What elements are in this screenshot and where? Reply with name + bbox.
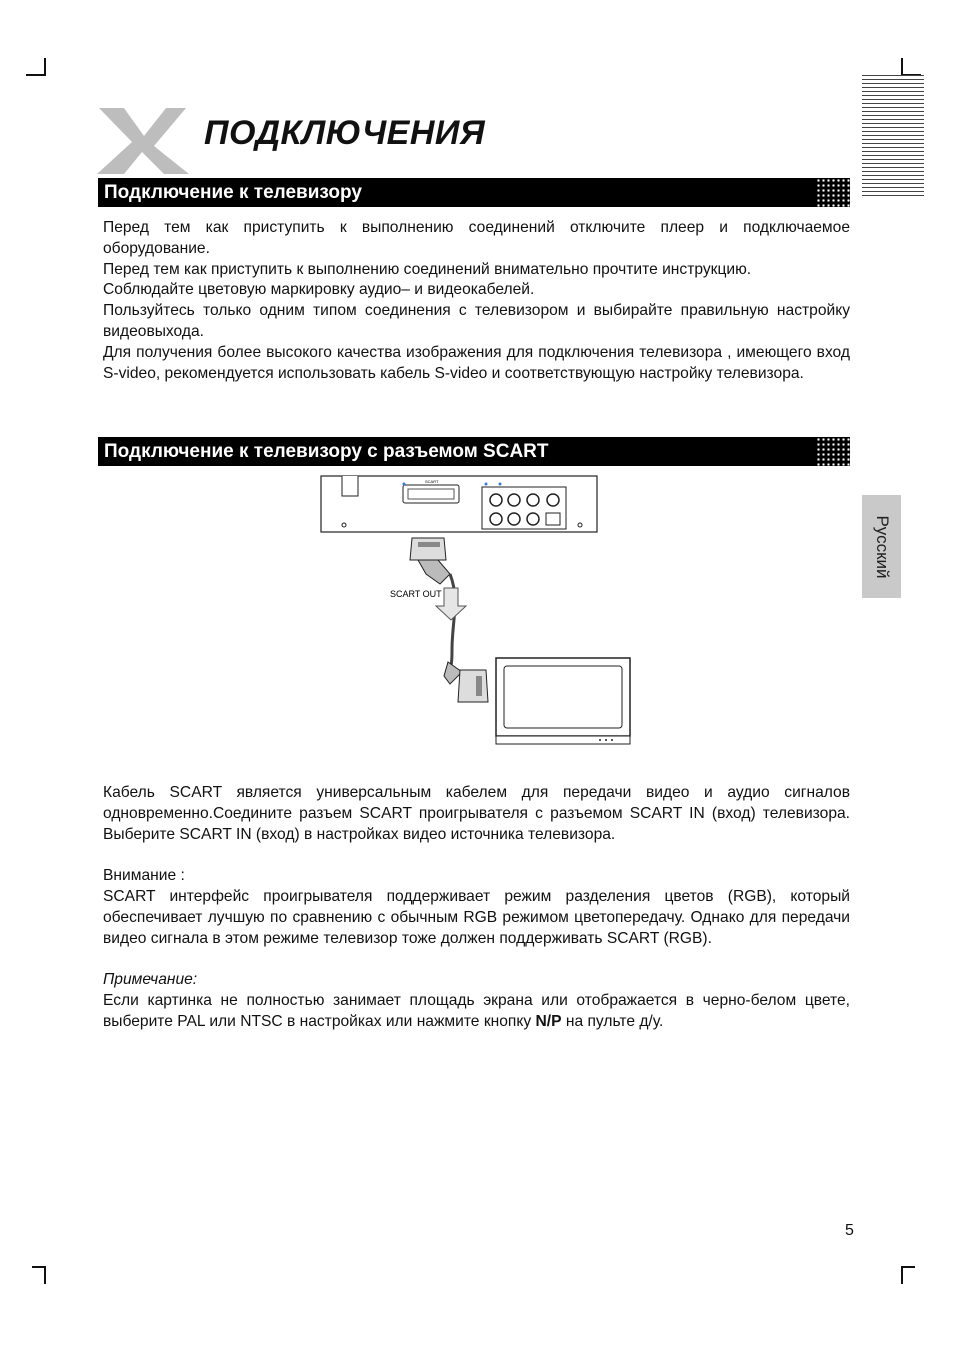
section-heading-scart-connection [98,437,850,466]
note-label: Примечание: [103,971,198,989]
crop-mark-bottom-right-v [901,1266,903,1284]
scart-out-label: SCART OUT [390,589,442,599]
section-heading-tv-connection [98,178,850,207]
language-tab-label: Русский [872,514,892,579]
attention-text: SCART интерфейс проигрывателя поддерживает режим разделения цветов (RGB), который обеспечивает лучшую по сравнению с обычным RGB режимом цветопередачу. Однако для передачи видео сигнала в этом режиме телевизор тоже должен поддерживать SCART (RGB). [103,887,850,947]
scart-plug-bottom [444,662,488,702]
paragraph: Для получения более высокого качества изображения для подключения телевизора , имеющего вход S-video, рекомендуется использовать кабель S-video и соответствующую настройку телевизора. [103,343,850,382]
attention-label: Внимание : [103,867,185,885]
paragraph: Соблюдайте цветовую маркировку аудио– и видеокабелей. [103,281,535,299]
crop-mark-bottom-left-v [44,1266,46,1284]
paragraph: Пользуйтесь только одним типом соединения с телевизором и выбирайте правильную настройку видеовыхода. [103,302,850,340]
heading-dot-pattern [816,178,852,207]
section1-body [103,218,850,384]
note-text [103,991,850,1033]
crop-mark-bottom-right-h [901,1266,915,1268]
page-number: 5 [845,1222,854,1239]
page-title: ПОДКЛЮЧЕНИЯ [204,114,486,152]
note-text-before: Если картинка не полностью занимает площадь экрана или отображается в черно-белом цвете, выберите PAL или NTSC в настройках или нажмите кнопку [103,991,850,1030]
paragraph-scart-description: Кабель SCART является универсальным кабелем для передачи видео и аудио сигналов одновременно.Соедините разъем SCART проигрывателя с разъемом SCART IN (вход) телевизора. Выберите SCART IN (вход) в настройках видео источника телевизора. [103,784,850,843]
paragraph: Перед тем как приступить к выполнению соединений внимательно прочтите инструкцию. [103,260,752,278]
player-back-panel [321,476,597,532]
np-button-label: N/P [535,1012,562,1030]
crop-mark-bottom-left-h [32,1266,46,1268]
scart-connection-diagram [300,470,640,755]
section-heading-text: Подключение к телевизору с разъемом SCART [104,441,549,462]
brand-x-logo [94,106,194,176]
heading-dot-pattern [816,437,852,466]
paragraph: Перед тем как приступить к выполнению соединений отключите плеер и подключаемое оборудование. [103,219,850,257]
decorative-stripes [862,75,924,197]
language-side-tab [862,495,901,598]
section-heading-text: Подключение к телевизору [104,182,362,203]
section2-body [103,783,850,1033]
scart-plug-top [410,538,450,584]
tv-set [496,658,630,744]
crop-mark-top-left-h [26,74,46,76]
note-text-after: на пульте д/у. [561,1012,664,1030]
panel-scart-label: SCART [425,479,439,484]
